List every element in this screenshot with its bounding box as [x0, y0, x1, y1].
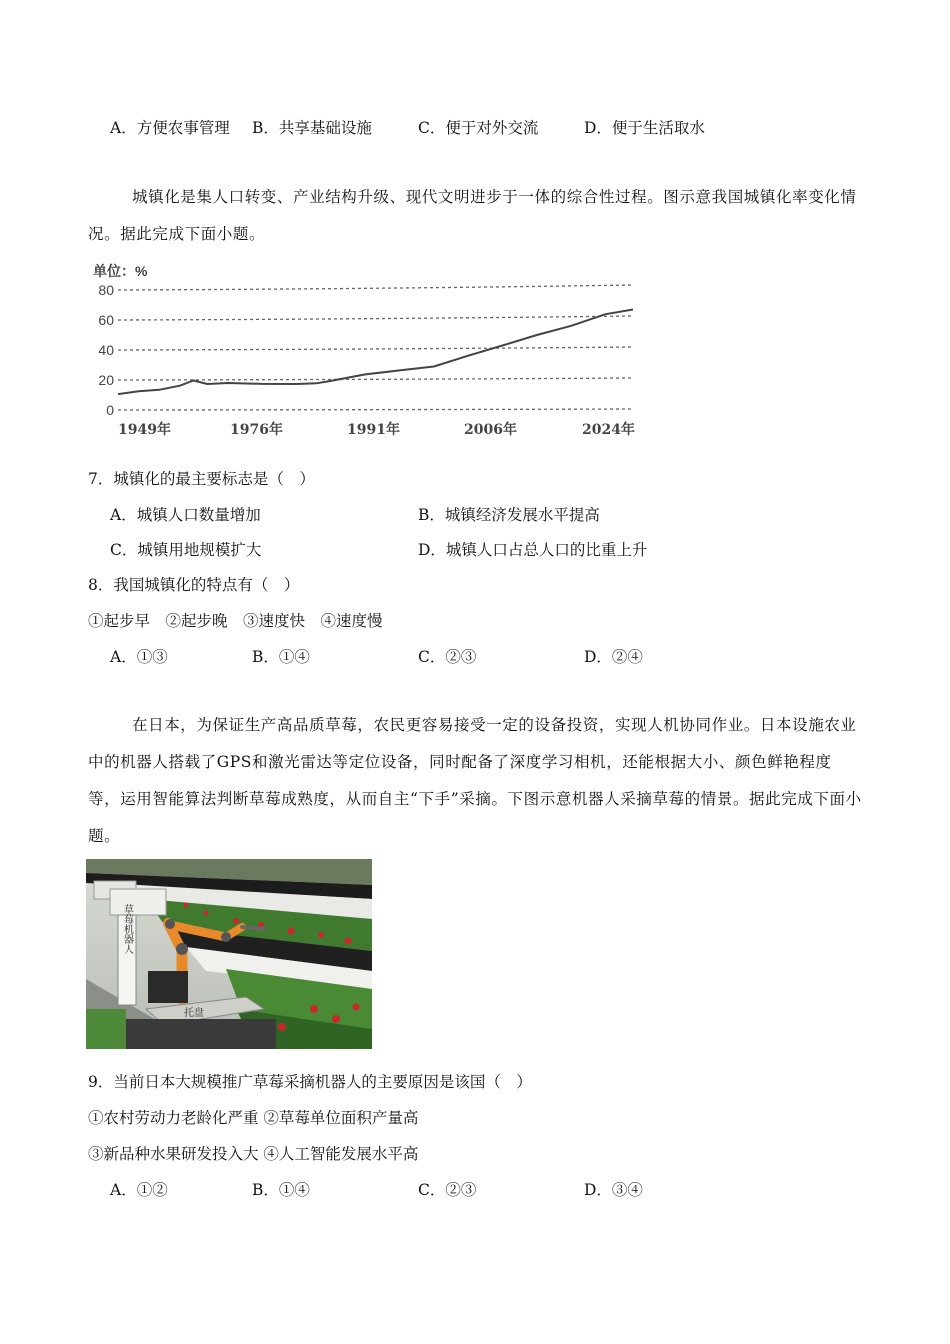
- gridline-60: [118, 316, 633, 320]
- gridline-20: [118, 378, 633, 380]
- chart-unit-label: 单位：%: [93, 263, 148, 279]
- y-tick-label: 80: [98, 282, 114, 298]
- q8-option-b: B．①④: [252, 648, 310, 666]
- q8-option-a: A．①③: [110, 648, 168, 666]
- gridline-0: [118, 409, 633, 410]
- q6-option-a: A．方便农事管理: [110, 119, 230, 137]
- x-tick-label: 1976年: [230, 422, 283, 438]
- tray-label: 托盘: [184, 1008, 204, 1019]
- y-tick-label: 20: [98, 372, 114, 388]
- x-tick-label: 1991年: [347, 422, 400, 438]
- q9-stem: 9．当前日本大规模推广草莓采摘机器人的主要原因是该国（ ）: [88, 1073, 532, 1091]
- q7-option-b: B．城镇经济发展水平提高: [418, 506, 600, 524]
- gridline-40: [118, 347, 633, 350]
- q7-stem: 7．城镇化的最主要标志是（ ）: [88, 470, 315, 488]
- q6-option-c: C．便于对外交流: [418, 119, 539, 137]
- q6-option-b: B．共享基础设施: [252, 119, 372, 137]
- passage-strawberry-robot: 在日本，为保证生产高品质草莓，农民更容易接受一定的设备投资，实现人机协同作业。日本设施农业中的机器人搭载了GPS和激光雷达等定位设备，同时配备了深度学习相机，还能根据大小、颜色鲜艳程度等，运用智能算法判断草莓成熟度，从而自主“下手”采摘。下图示意机器人采摘草莓的情景。据此完成下面小题。: [88, 716, 862, 845]
- q6-option-d: D．便于生活取水: [584, 119, 705, 137]
- y-tick-label: 60: [98, 312, 114, 328]
- strawberry-robot-illustration: [86, 859, 372, 1049]
- q7-option-d: D．城镇人口占总人口的比重上升: [418, 541, 648, 559]
- urbanization-rate-line: [118, 310, 633, 395]
- chart-y-ticks: [98, 282, 114, 418]
- gridline-80: [118, 285, 633, 290]
- robot-sign-text: 草莓机器人: [121, 904, 133, 954]
- passage-urbanization: 城镇化是集人口转变、产业结构升级、现代文明进步于一体的综合性过程。图示意我国城镇化率变化情况。据此完成下面小题。: [88, 188, 857, 243]
- chart-x-ticks: [118, 421, 635, 438]
- x-tick-label: 1949年: [118, 422, 171, 438]
- chart-gridlines: [118, 285, 633, 410]
- y-tick-label: 0: [106, 402, 114, 418]
- chart-series: [118, 310, 633, 395]
- q9-items-1: ①农村劳动力老龄化严重 ②草莓单位面积产量高: [88, 1109, 419, 1127]
- q9-option-a: A．①②: [110, 1181, 168, 1199]
- q9-option-d: D．③④: [584, 1181, 643, 1199]
- q8-stem: 8．我国城镇化的特点有（ ）: [88, 576, 300, 594]
- strawberry-robot-photo: [86, 859, 372, 1049]
- x-tick-label: 2006年: [464, 422, 517, 438]
- q9-option-c: C．②③: [418, 1181, 477, 1199]
- q7-option-c: C．城镇用地规模扩大: [110, 541, 262, 559]
- x-tick-label: 2024年: [582, 422, 635, 438]
- q8-option-c: C．②③: [418, 648, 477, 666]
- y-tick-label: 40: [98, 342, 114, 358]
- q9-option-b: B．①④: [252, 1181, 310, 1199]
- q8-items: ①起步早 ②起步晚 ③速度快 ④速度慢: [88, 612, 383, 630]
- q8-option-d: D．②④: [584, 648, 643, 666]
- q9-items-2: ③新品种水果研发投入大 ④人工智能发展水平高: [88, 1145, 419, 1163]
- q7-option-a: A．城镇人口数量增加: [110, 506, 261, 524]
- urbanization-rate-chart: [88, 258, 648, 443]
